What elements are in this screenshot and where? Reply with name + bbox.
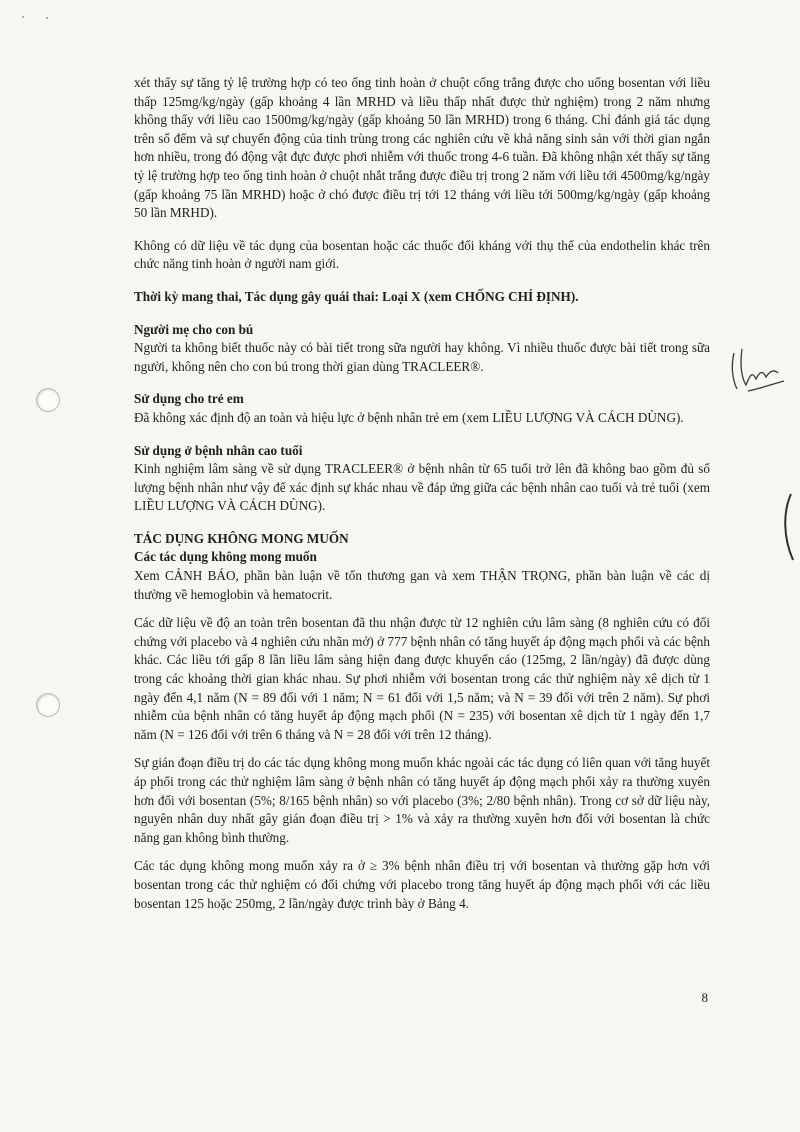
paragraph-safety-data: Các dữ liệu về độ an toàn trên bosentan đã thu nhận được từ 12 nghiên cứu lâm sàng (8 nghiên cứu có đối chứng với placebo và 4 nghiên cứu nhãn mở) ở 777 bệnh nhân có tăng huyết áp động mạch phổi và các bệnh khác. Các liều tới gấp 8 lần liều lâm sàng hiện đang được khuyến cáo (125mg, 2 lần/ngày) đã được dùng trong các khoảng thời gian khác nhau. Sự phơi nhiễm với bosentan trong các thử nghiệm này xê dịch từ 1 ngày đến 4,1 năm (N = 89 đối với 1 năm; N = 61 đối với 1,5 năm; và N = 39 đối với trên 2 năm). Sự phơi nhiễm của bệnh nhân có tăng huyết áp động mạch phổi (N = 235) với bosentan xê dịch từ 1 ngày đến 1,7 năm (N = 126 đối với trên 6 tháng và N = 28 đối với trên 12 tháng). — [134, 615, 710, 742]
paragraph-discontinuation: Sự gián đoạn điều trị do các tác dụng không mong muốn khác ngoài các tác dụng có liên quan với tăng huyết áp phổi trong các thử nghiệm lâm sàng ở bệnh nhân có tăng huyết áp động mạch phổi xảy ra thường xuyên hơn đối với bosentan (5%; 8/165 bệnh nhân) so với placebo (3%; 2/80 bệnh nhân). Trong cơ sở dữ liệu này, nguyên nhân duy nhất gây gián đoạn điều trị > 1% và xảy ra thường xuyên hơn đối với bosentan là chức năng gan không bình thường. — [134, 755, 710, 845]
paragraph-nursing-mothers: Người ta không biết thuốc này có bài tiết trong sữa người hay không. Vì nhiều thuốc được bài tiết trong sữa người, không nên cho con bú trong thời gian dùng TRACLEER®. — [134, 340, 710, 374]
scan-speck — [22, 16, 24, 18]
paragraph-testicular-atrophy: xét thấy sự tăng tỷ lệ trường hợp có teo ống tinh hoàn ở chuột cống trắng được cho uống bosentan với liều thấp 125mg/kg/ngày (gấp khoảng 4 lần MRHD và liều thấp nhất được thử nghiệm) trong 2 năm nhưng không thấy với liều cao 1500mg/kg/ngày (gấp khoảng 50 lần MRHD) trong 6 tháng. Chỉ đánh giá tác dụng trên số đếm và sự chuyển động của tinh trùng trong các nghiên cứu về khả năng sinh sản với thời gian ngắn hơn nhiều, trong đó động vật đực được phơi nhiễm với thuốc trong 4-6 tuần. Đã không nhận xét thấy sự tăng tỷ lệ trường hợp teo ống tinh hoàn ở chuột nhắt trắng được điều trị trong 2 năm với liều tới 4500mg/kg/ngày (gấp khoảng 75 lần MRHD) hoặc ở chó được điều trị tới 12 tháng với liều tới 500mg/kg/ngày (gấp khoảng 50 lần MRHD). — [134, 75, 710, 221]
punch-hole — [36, 388, 60, 412]
scan-speck — [46, 17, 48, 19]
subheading-adverse-reactions: Các tác dụng không mong muốn — [134, 549, 317, 565]
heading-pediatric-use: Sử dụng cho trẻ em — [134, 391, 244, 407]
document-body — [134, 74, 710, 913]
heading-nursing-mothers: Người mẹ cho con bú — [134, 321, 254, 337]
paragraph-see-warnings: Xem CẢNH BÁO, phần bàn luận về tổn thương gan và xem THẬN TRỌNG, phần bàn luận về các dị thường về hemoglobin và hematocrit. — [134, 568, 710, 602]
heading-geriatric-use: Sử dụng ở bệnh nhân cao tuổi — [134, 442, 303, 458]
margin-mark — [781, 492, 795, 562]
heading-adverse-reactions: TÁC DỤNG KHÔNG MONG MUỐN — [134, 530, 349, 546]
paragraph-table-intro: Các tác dụng không mong muốn xảy ra ở ≥ 3% bệnh nhân điều trị với bosentan và thường gặp hơn với bosentan trong các thử nghiệm có đối chứng với placebo trong tăng huyết áp động mạch phổi với các liều bosentan 125 hoặc 250mg, 2 lần/ngày được trình bày ở Bảng 4. — [134, 858, 710, 911]
paragraph-no-data-human: Không có dữ liệu về tác dụng của bosentan hoặc các thuốc đối kháng với thụ thể của endothelin khác trên chức năng tinh hoàn ở người nam giới. — [134, 237, 710, 272]
page-number: 8 — [701, 990, 708, 1005]
paragraph-pregnancy: Thời kỳ mang thai, Tác dụng gây quái thai: Loại X (xem CHỐNG CHỈ ĐỊNH). — [134, 288, 579, 304]
signature-mark — [728, 345, 788, 395]
paragraph-pediatric-use: Đã không xác định độ an toàn và hiệu lực ở bệnh nhân trẻ em (xem LIỀU LƯỢNG VÀ CÁCH DÙNG). — [134, 409, 684, 425]
punch-hole — [36, 693, 60, 717]
paragraph-geriatric-use: Kinh nghiệm lâm sàng về sử dụng TRACLEER® ở bệnh nhân từ 65 tuổi trở lên đã không bao gồm đủ số lượng bệnh nhân như vậy để xác định sự khác nhau về đáp ứng giữa các bệnh nhân cao tuổi và trẻ tuổi (xem LIỀU LƯỢNG VÀ CÁCH DÙNG). — [134, 461, 710, 514]
